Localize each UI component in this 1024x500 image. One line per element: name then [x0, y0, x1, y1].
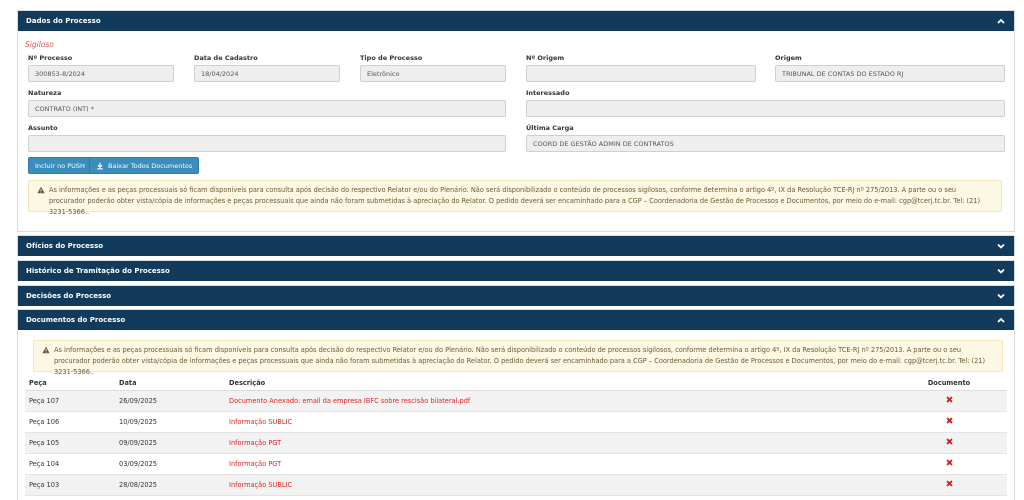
- column-header-peca[interactable]: Peça: [25, 376, 115, 390]
- table-row: [25, 432, 1007, 453]
- panel-historico-tramitacao: [17, 260, 1015, 281]
- cell-descricao-link[interactable]: Informação SUBLIC: [225, 411, 891, 432]
- cell-documento: [891, 474, 1007, 495]
- cell-descricao-link[interactable]: Documento Anexado: email da empresa IBFC sobre rescisão bilateral.pdf: [225, 390, 891, 411]
- interessado-field[interactable]: [526, 100, 1005, 117]
- documentos-info-alert: [33, 340, 1003, 376]
- cell-peca: Peça 103: [25, 474, 115, 495]
- table-row: [25, 453, 1007, 474]
- download-icon: [96, 162, 104, 170]
- numero-origem-label: Nº Origem: [526, 54, 565, 62]
- panel-title: Decisões do Processo: [26, 292, 112, 300]
- column-header-documento[interactable]: Documento: [891, 376, 1007, 390]
- numero-origem-field[interactable]: [526, 65, 756, 82]
- panel-title: Dados do Processo: [26, 17, 101, 25]
- baixar-todos-label: Baixar Todos Documentos: [108, 161, 193, 170]
- interessado-label: Interessado: [526, 89, 570, 97]
- natureza-field[interactable]: CONTRATO (INT) *: [28, 100, 506, 117]
- tipo-processo-field[interactable]: Eletrônico: [360, 65, 506, 82]
- origem-field[interactable]: TRIBUNAL DE CONTAS DO ESTADO RJ: [775, 65, 1005, 82]
- chevron-down-icon[interactable]: [996, 291, 1006, 301]
- warning-icon: [42, 346, 50, 354]
- cell-data: 10/09/2025: [115, 411, 225, 432]
- cell-peca: Peça 104: [25, 453, 115, 474]
- chevron-up-icon[interactable]: [996, 16, 1006, 26]
- panel-header-documentos[interactable]: [18, 310, 1014, 330]
- remove-icon[interactable]: [946, 438, 953, 445]
- tipo-processo-label: Tipo de Processo: [360, 54, 423, 62]
- cell-descricao-link[interactable]: Informação PGT: [225, 453, 891, 474]
- origem-label: Origem: [775, 54, 802, 62]
- remove-icon[interactable]: [946, 417, 953, 424]
- cell-data: 09/09/2025: [115, 432, 225, 453]
- panel-header-oficios[interactable]: [18, 236, 1014, 256]
- column-header-descricao[interactable]: Descrição: [225, 376, 891, 390]
- table-row: [25, 474, 1007, 495]
- natureza-label: Natureza: [28, 89, 62, 97]
- numero-processo-label: Nº Processo: [28, 54, 73, 62]
- cell-documento: [891, 432, 1007, 453]
- ultima-carga-label: Última Carga: [526, 124, 574, 132]
- data-cadastro-label: Data de Cadastro: [194, 54, 258, 62]
- chevron-up-icon[interactable]: [996, 315, 1006, 325]
- sigiloso-label: Sigiloso: [25, 40, 54, 49]
- panel-oficios: [17, 235, 1015, 256]
- cell-documento: [891, 411, 1007, 432]
- column-header-data[interactable]: Data: [115, 376, 225, 390]
- incluir-push-label: Incluir no PUSH: [35, 161, 85, 170]
- cell-peca: Peça 105: [25, 432, 115, 453]
- baixar-todos-button[interactable]: [89, 157, 199, 174]
- cell-peca: Peça 107: [25, 390, 115, 411]
- assunto-field[interactable]: [28, 135, 506, 152]
- panel-header-decisoes[interactable]: [18, 286, 1014, 306]
- cell-documento: [891, 390, 1007, 411]
- data-cadastro-field[interactable]: 18/04/2024: [194, 65, 340, 82]
- table-row: [25, 411, 1007, 432]
- assunto-label: Assunto: [28, 124, 58, 132]
- info-alert: [28, 180, 1002, 216]
- panel-title: Documentos do Processo: [26, 316, 126, 324]
- remove-icon[interactable]: [946, 459, 953, 466]
- remove-icon[interactable]: [946, 396, 953, 403]
- cell-documento: [891, 453, 1007, 474]
- table-row: [25, 390, 1007, 411]
- cell-data: 26/09/2025: [115, 390, 225, 411]
- alert-text: As informações e as peças processuais só ficam disponíveis para consulta após decisão do respectivo Relator e/ou do Plenário. Não será disponibilizado o conteúdo de processos sigilosos, conforme determina o artigo 4º, IX da Resolução TCE-RJ nº 275/2013. A parte ou o seu procurador poderão obter vista/cópia de informações e peças processuais que ainda não foram submetidas à apreciação do Relator. O pedido deverá ser encaminhado para a CGP – Coordenadoria de Gestão de Processos e Documentos, por meio do e-mail: cgp@tcerj.tc.br. Tel: (21) 3231-5366..: [54, 346, 986, 376]
- ultima-carga-field[interactable]: COORD DE GESTÃO ADMIN DE CONTRATOS: [526, 135, 1005, 152]
- incluir-push-button[interactable]: [28, 157, 92, 174]
- cell-descricao-link[interactable]: Informação SUBLIC: [225, 474, 891, 495]
- warning-icon: [37, 186, 45, 194]
- chevron-down-icon[interactable]: [996, 241, 1006, 251]
- alert-text: As informações e as peças processuais só ficam disponíveis para consulta após decisão do respectivo Relator e/ou do Plenário. Não será disponibilizado o conteúdo de processos sigilosos, conforme determina o artigo 4º, IX da Resolução TCE-RJ nº 275/2013. A parte ou o seu procurador poderão obter vista/cópia de informações e peças processuais que ainda não foram submetidas à apreciação do Relator. O pedido deverá ser encaminhado para a CGP – Coordenadoria de Gestão de Processos e Documentos, por meio do e-mail: cgp@tcerj.tc.br. Tel: (21) 3231-5366..: [49, 186, 981, 216]
- panel-title: Histórico de Tramitação do Processo: [26, 267, 170, 275]
- table-header-row: [25, 376, 1007, 390]
- cell-peca: Peça 106: [25, 411, 115, 432]
- cell-data: 28/08/2025: [115, 474, 225, 495]
- panel-title: Ofícios do Processo: [26, 242, 104, 250]
- cell-descricao-link[interactable]: Informação PGT: [225, 432, 891, 453]
- panel-header-historico[interactable]: [18, 261, 1014, 281]
- panel-decisoes: [17, 285, 1015, 306]
- documentos-table: [25, 376, 1007, 496]
- cell-data: 03/09/2025: [115, 453, 225, 474]
- panel-header-dados[interactable]: [18, 11, 1014, 31]
- chevron-down-icon[interactable]: [996, 266, 1006, 276]
- numero-processo-field[interactable]: 300853-8/2024: [28, 65, 174, 82]
- remove-icon[interactable]: [946, 480, 953, 487]
